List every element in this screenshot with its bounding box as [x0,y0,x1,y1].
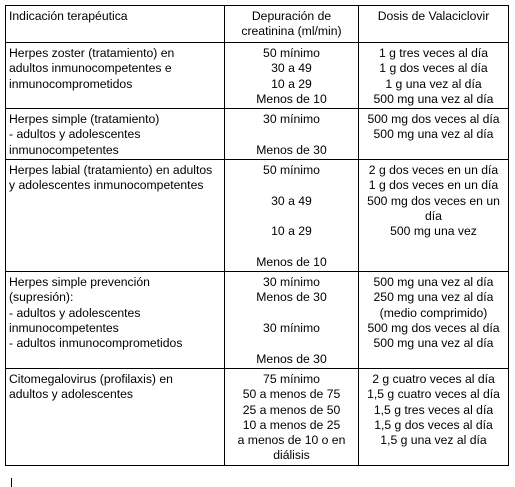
text-line [228,306,355,321]
cell-dosis [359,109,509,160]
text-line: 30 mínimo [263,112,320,127]
text-line: 10 a 29 [271,76,312,91]
text-line: Citomegalovirus (profilaxis) en [9,371,173,386]
header-dosis-text: Dosis de Valaciclovir [377,9,490,23]
header-depuracion-line: Depuración de [251,9,332,23]
text-line: - adultos y adolescentes [9,305,141,320]
text-line: 500 mg una vez [390,224,477,239]
cursor-mark [11,478,12,487]
text-line: inmunocomprometidos [9,76,133,91]
text-line: 1 g tres veces al día [378,46,489,60]
table-row [6,160,509,272]
text-line: 10 a menos de 25 [242,417,341,432]
header-indicacion [6,6,225,43]
text-line: Herpes simple prevención [9,275,150,290]
text-line: adultos inmunocompetentes e [9,61,172,76]
dosage-table [5,5,509,466]
text-line: 500 mg una vez al día [373,91,494,106]
text-line: Menos de 30 [256,142,327,157]
text-line: 75 mínimo [263,371,320,386]
text-line: - adultos inmunocomprometidos [9,336,183,351]
text-line: 50 a menos de 75 [242,387,341,402]
cell-depuracion [225,272,359,369]
header-depuracion-line: creatinina (ml/min) [241,24,342,39]
header-row [6,6,509,43]
cell-dosis [359,368,509,465]
text-line [228,240,355,255]
table-row [6,43,509,109]
text-line: adultos y adolescentes [9,387,133,402]
cell-depuracion [225,368,359,465]
text-line: 30 a 49 [271,193,312,208]
text-line [228,209,355,224]
table-row [6,272,509,369]
header-depuracion [225,6,359,43]
cell-dosis [359,43,509,109]
text-line: 1,5 g tres veces al día [373,402,494,417]
header-dosis [359,6,509,43]
text-line: Menos de 10 [256,254,327,269]
text-line: 1 g dos veces en un día [368,178,499,193]
cell-indicacion [6,43,225,109]
text-line: Herpes labial (tratamiento) en adultos [9,163,213,178]
text-line: Menos de 10 [256,91,327,106]
table-row [6,368,509,465]
text-line: 1,5 g cuatro veces al día [367,387,500,402]
text-line: - adultos y adolescentes [9,127,141,142]
text-line: 30 a 49 [271,61,312,76]
cell-depuracion [225,43,359,109]
text-line: Herpes zoster (tratamiento) en [9,46,175,60]
text-line: 500 mg dos veces al día [367,112,500,127]
text-line: día [425,208,442,223]
header-indicacion-text: Indicación terapéutica [9,9,128,23]
text-line: a menos de 10 o en [237,433,346,448]
text-line: 500 mg dos veces al día [367,321,500,336]
text-line: 250 mg una vez al día [373,290,494,305]
text-line: 1,5 g dos veces al día [374,417,493,432]
text-line [228,178,355,193]
text-line: 10 a 29 [271,224,312,239]
text-line: Menos de 30 [256,351,327,366]
cell-dosis [359,272,509,369]
text-line: 2 g dos veces en un día [368,163,499,178]
text-line: Herpes simple (tratamiento) [9,112,160,127]
text-line: 50 mínimo [263,163,320,178]
text-line: diálisis [273,448,310,463]
text-line: inmunocompetentes [9,321,119,336]
text-line: (medio comprimido) [379,305,488,320]
text-line: 500 mg una vez al día [373,336,494,351]
text-line: Menos de 30 [256,290,327,305]
cell-depuracion [225,160,359,272]
cell-indicacion [6,160,225,272]
text-line: 30 mínimo [263,275,320,290]
cell-indicacion [6,109,225,160]
text-line: 2 g cuatro veces al día [372,371,495,386]
text-line: 1,5 g una vez al día [380,433,487,448]
text-line: 30 mínimo [263,321,320,336]
cell-dosis [359,160,509,272]
text-line [228,127,355,142]
cell-indicacion [6,368,225,465]
text-line: 1 g dos veces al día [379,61,488,76]
text-line: 500 mg una vez al día [373,127,494,142]
text-line [228,336,355,351]
text-line: 25 a menos de 50 [242,402,341,417]
cell-depuracion [225,109,359,160]
text-line: 1 g una vez al día [385,76,482,91]
text-line: y adolescentes inmunocompetentes [9,178,204,193]
cell-indicacion [6,272,225,369]
text-line: 500 mg una vez al día [373,275,494,290]
table-row [6,109,509,160]
text-line: (supresión): [9,290,74,305]
text-line: 50 mínimo [263,46,320,60]
text-line: inmunocompetentes [9,142,119,157]
text-line: 500 mg dos veces en un [367,193,500,208]
